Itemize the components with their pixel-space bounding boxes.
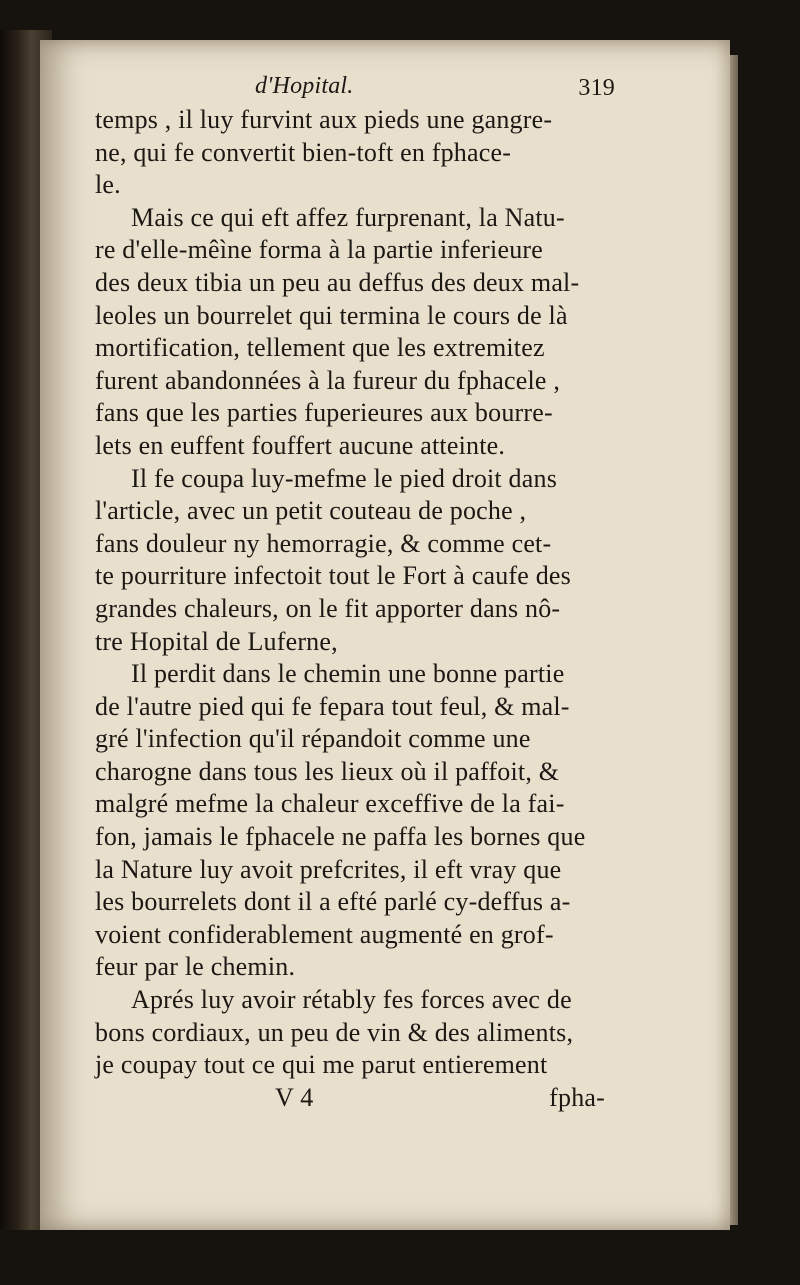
text-line: de l'autre pied qui fe fepara tout feul, & mal- [95,691,570,721]
text-line: gré l'infection qu'il répandoit comme une [95,724,531,754]
paragraph-start-line: Il perdit dans le chemin une bonne partie [131,659,565,689]
text-line: mortification, tellement que les extremitez [95,333,545,363]
text-line: des deux tibia un peu au deffus des deux mal- [95,267,580,297]
running-head-title: d'Hopital. [255,73,354,99]
paragraph-start-line: Aprés luy avoir rétably fes forces avec de [131,985,572,1015]
text-line: charogne dans tous les lieux où il paffoit, & [95,756,560,786]
text-line: te pourriture infectoit tout le Fort à caufe des [95,561,571,591]
text-line: l'article, avec un petit couteau de poche , [95,496,527,526]
running-head [95,70,615,104]
text-line: re d'elle-mêìne forma à la partie inferieure [95,235,544,265]
text-line: bons cordiaux, un peu de vin & des aliments, [95,1017,574,1047]
text-line: fon, jamais le fphacele ne paffa les bornes que [95,822,586,852]
signature-mark: V 4 [275,1082,314,1112]
text-line: tre Hopital de Luferne, [95,626,338,656]
page-footer [95,1082,605,1116]
text-line: fans que les parties fuperieures aux bourre- [95,398,553,428]
text-line: les bourrelets dont il a efté parlé cy-deffus a- [95,887,571,917]
text-line: malgré mefme la chaleur exceffive de la fai- [95,789,565,819]
page-text [95,70,615,1116]
text-line: le. [95,170,121,200]
page-number: 319 [578,75,615,101]
paragraph-start-line: Il fe coupa luy-mefme le pied droit dans [131,463,558,493]
text-line: je coupay tout ce qui me parut entierement [95,1050,548,1080]
text-line: furent abandonnées à la fureur du fphacele , [95,365,561,395]
paragraph-start-line: Mais ce qui eft affez furprenant, la Natu- [131,202,565,232]
text-line: temps , il luy furvint aux pieds une gangre- [95,105,553,134]
text-line: voient confiderablement augmenté en grof- [95,919,554,949]
text-line: grandes chaleurs, on le fit apporter dans nô- [95,593,561,623]
text-line: fans douleur ny hemorragie, & comme cet- [95,528,552,558]
text-line: feur par le chemin. [95,952,296,982]
text-line: leoles un bourrelet qui termina le cours de là [95,300,568,330]
text-line: lets en euffent fouffert aucune atteinte. [95,430,506,460]
text-line: ne, qui fe convertit bien-toft en fphace- [95,137,512,167]
text-line: la Nature luy avoit prefcrites, il eft vray que [95,854,562,884]
catchword: fpha- [549,1082,605,1112]
